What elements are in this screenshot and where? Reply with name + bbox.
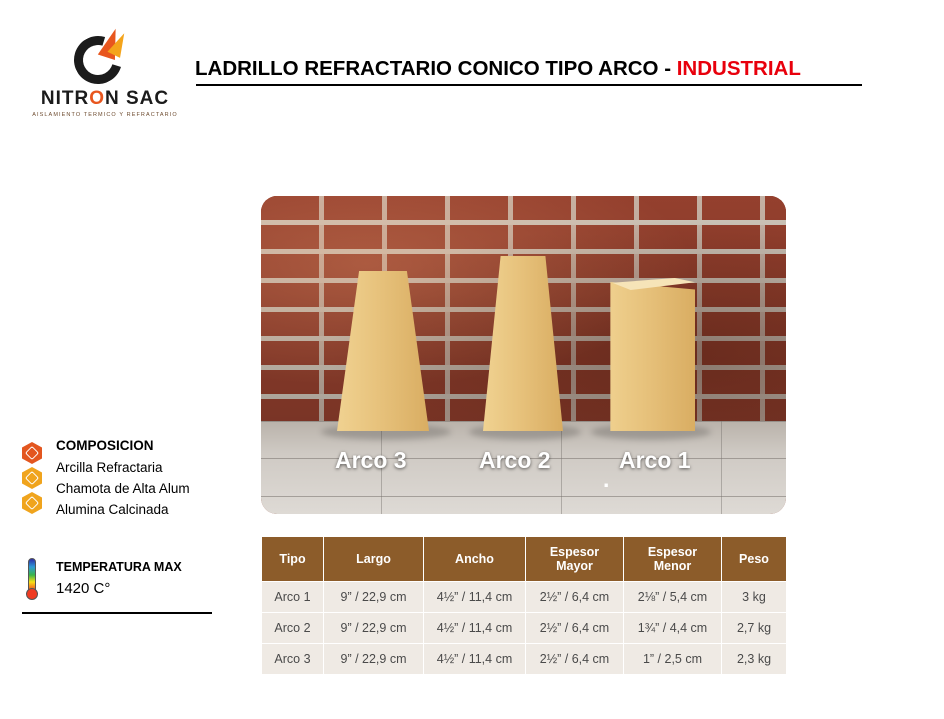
- molecule-hex-icon-3: [22, 492, 42, 514]
- molecule-hex-icon-2: [22, 467, 42, 489]
- thermometer-icon: [24, 558, 40, 604]
- cell-tipo: Arco 2: [262, 613, 324, 644]
- cell-espesor-menor: 2⅛” / 5,4 cm: [624, 582, 722, 613]
- logo-name-part2: N SAC: [104, 88, 170, 109]
- cell-espesor-mayor: 2½” / 6,4 cm: [526, 582, 624, 613]
- cell-tipo: Arco 3: [262, 644, 324, 675]
- cell-ancho: 4½” / 11,4 cm: [424, 613, 526, 644]
- table-header-espesor-mayor-line1: Espesor: [549, 545, 600, 559]
- cell-espesor-menor: 1” / 2,5 cm: [624, 644, 722, 675]
- logo-name-part1: NITR: [40, 88, 90, 109]
- table-header-largo: Largo: [324, 537, 424, 582]
- logo-name-flame-letter: O: [89, 88, 105, 109]
- table-header-tipo: Tipo: [262, 537, 324, 582]
- hexagon-icons-group: [22, 442, 48, 517]
- logo-mark-icon: [68, 28, 142, 86]
- specs-table: [261, 536, 787, 675]
- composition-item: Alumina Calcinada: [56, 502, 169, 517]
- table-row: [262, 613, 787, 644]
- page-title-accent: INDUSTRIAL: [676, 57, 801, 80]
- specs-table-wrapper: [261, 536, 786, 675]
- brick-arco-1: [603, 282, 695, 431]
- photo-caption-arco-2: Arco 2: [479, 447, 551, 473]
- cell-tipo: Arco 1: [262, 582, 324, 613]
- logo-company-name: [30, 88, 180, 110]
- company-logo: [30, 28, 180, 128]
- floor-line: [261, 496, 786, 497]
- table-row: [262, 582, 787, 613]
- page-title: [195, 57, 875, 81]
- photo-caption-separator: .: [603, 466, 610, 492]
- photo-caption-arco-1: Arco 1: [619, 447, 691, 473]
- cell-peso: 3 kg: [722, 582, 787, 613]
- cell-ancho: 4½” / 11,4 cm: [424, 644, 526, 675]
- composition-item: Chamota de Alta Alum: [56, 481, 190, 496]
- cell-largo: 9” / 22,9 cm: [324, 644, 424, 675]
- cell-espesor-menor: 1¾” / 4,4 cm: [624, 613, 722, 644]
- cell-espesor-mayor: 2½” / 6,4 cm: [526, 644, 624, 675]
- molecule-hex-icon-1: [22, 442, 42, 464]
- table-header-espesor-menor: [624, 537, 722, 582]
- temperature-heading: TEMPERATURA MAX: [56, 560, 182, 574]
- cell-largo: 9” / 22,9 cm: [324, 613, 424, 644]
- cell-largo: 9” / 22,9 cm: [324, 582, 424, 613]
- table-header-row: [262, 537, 787, 582]
- cell-peso: 2,3 kg: [722, 644, 787, 675]
- left-divider: [22, 612, 212, 614]
- product-photo: [261, 196, 786, 514]
- cell-peso: 2,7 kg: [722, 613, 787, 644]
- table-header-peso: Peso: [722, 537, 787, 582]
- photo-caption-arco-3: Arco 3: [335, 447, 407, 473]
- cell-ancho: 4½” / 11,4 cm: [424, 582, 526, 613]
- composition-heading: COMPOSICION: [56, 438, 154, 453]
- page-title-main: LADRILLO REFRACTARIO CONICO TIPO ARCO -: [195, 57, 677, 80]
- table-row: [262, 644, 787, 675]
- table-header-espesor-menor-line2: Menor: [653, 559, 692, 573]
- table-header-espesor-mayor: [526, 537, 624, 582]
- table-header-espesor-mayor-line2: Mayor: [556, 559, 593, 573]
- composition-list: [56, 457, 190, 520]
- floor-line-vertical: [721, 421, 722, 514]
- table-header-ancho: Ancho: [424, 537, 526, 582]
- cell-espesor-mayor: 2½” / 6,4 cm: [526, 613, 624, 644]
- table-header-espesor-menor-line1: Espesor: [647, 545, 698, 559]
- title-underline: [196, 84, 862, 86]
- composition-item: Arcilla Refractaria: [56, 460, 163, 475]
- logo-tagline: AISLAMIENTO TERMICO Y REFRACTARIO: [32, 112, 178, 118]
- temperature-value: 1420 C°: [56, 580, 111, 597]
